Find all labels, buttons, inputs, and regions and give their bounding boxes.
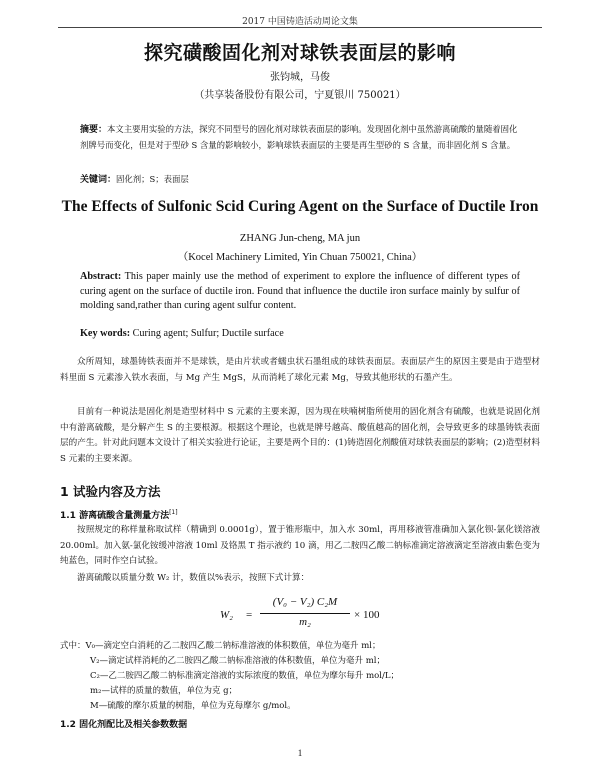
formula-multiplier: × 100 <box>354 609 380 621</box>
english-abstract-text: This paper mainly use the method of experiment to explore the influence of different types of curing agent on the surface of ductile iron. Found that influence the ductile iron surface mainly by sulfur of molding sand,rather than curing agent sulfur content. <box>80 271 520 311</box>
formula-intro-paragraph: 游离硫酸以质量分数 W₂ 计，数值以%表示，按照下式计算： <box>77 573 310 583</box>
chinese-keywords <box>80 172 520 187</box>
section-heading-1: 1 试验内容及方法 <box>60 484 161 499</box>
chinese-keywords-label: 关键词： <box>80 175 117 185</box>
english-abstract-label: Abstract: <box>80 271 122 282</box>
intro-paragraph-2: 目前有一种说法是固化剂是造型材料中 S 元素的主要来源，因为现在呋喃树脂所使用的固化剂含有硫酸，也就是说固化剂中有游离硫酸，是分解产生 S 的主要根源。根据这个理论，也就是牌号越高、酸值越高的固化剂，会导致更多的球墨铸铁表面层的产生。针对此问题本文设计了相关实验进行论证，主要是两个目的：(1)铸造固化剂酸值对球铁表面层的影响；(2)造型材料 S 元素的主要来源。 <box>60 407 540 464</box>
formula-numerator: (V₀ − V₂) C₂M <box>272 596 338 608</box>
chinese-title: 探究磺酸固化剂对球铁表面层的影响 <box>143 42 456 64</box>
citation-ref: [1] <box>169 509 178 516</box>
definition-row: m₂—试样的质量的数值，单位为克 g； <box>90 686 238 696</box>
english-keywords-label: Key words: <box>80 328 131 339</box>
formula <box>220 596 380 636</box>
subsection-heading-1-2: 1.2 固化剂配比及相关参数数据 <box>60 720 188 730</box>
header-rule <box>58 27 542 28</box>
definition-row: 式中：V₀—滴定空白消耗的乙二胺四乙酸二钠标准溶液的体积数值，单位为毫升 ml； <box>60 641 381 651</box>
running-head: 2017 中国铸造活动周论文集 <box>242 17 358 27</box>
english-abstract <box>80 270 520 314</box>
chinese-authors: 张钧城，马俊 <box>270 72 330 83</box>
english-title: The Effects of Sulfonic Scid Curing Agent on the Surface of Ductile Iron <box>61 198 539 215</box>
chinese-abstract-label: 摘要： <box>80 125 108 135</box>
formula-equals: = <box>246 609 253 621</box>
subsection-1-1-title: 1.1 游离硫酸含量测量方法 <box>60 511 170 521</box>
chinese-affiliation: （共享装备股份有限公司，宁夏银川 750021） <box>194 90 406 101</box>
variable-definitions <box>60 639 540 714</box>
page-number: 1 <box>297 748 303 758</box>
formula-denominator: m₂ <box>299 616 311 628</box>
intro-paragraph-1: 众所周知，球墨铸铁表面并不是球铁，是由片状或者蠕虫状石墨组成的球铁表面层。表面层产生的原因主要是由于造型材料里面 S 元素渗入铁水表面，与 Mg 产生 MgS，从而消耗了球化元素 Mg，导致其他形状的石墨产生。 <box>60 357 540 383</box>
subsection-heading-1-1 <box>60 508 178 521</box>
english-keywords-text: Curing agent; Sulfur; Ductile surface <box>130 328 284 339</box>
chinese-keywords-text: 固化剂；S；表面层 <box>116 174 189 184</box>
chinese-abstract <box>80 122 520 153</box>
formula-lhs: W₂ <box>220 609 233 621</box>
english-affiliation: （Kocel Machinery Limited, Yin Chuan 750021, China） <box>177 252 423 263</box>
chinese-abstract-text: 本文主要用实验的方法，探究不同型号的固化剂对球铁表面层的影响。发现固化剂中虽然游离硫酸的量随着固化剂牌号而变化，但是对于型砂 S 含量的影响较小，影响球铁表面层的主要是再生型砂的 S 含量，而非固化剂 S 含量。 <box>80 124 518 150</box>
definition-row: M—硫酸的摩尔质量的树脂，单位为克每摩尔 g/mol。 <box>90 701 296 711</box>
definition-row: V₂—滴定试样消耗的乙二胺四乙酸二钠标准溶液的体积数值，单位为毫升 ml； <box>90 656 386 666</box>
definition-row: C₂—乙二胺四乙酸二钠标准滴定溶液的实际浓度的数值，单位为摩尔每升 mol/L； <box>90 671 400 681</box>
method-paragraph: 按照规定的称样量称取试样（精确到 0.0001g），置于锥形瓶中，加入水 30ml，再用移液管准确加入氯化钡-氯化镁溶液 20.00ml。加入氨-氯化铵缓冲溶液 10ml 及铬黑 T 指示液约 10 滴，用乙二胺四乙酸二钠标准滴定溶液滴定至溶液由紫色变为纯蓝色，同时作空白试验。 <box>60 525 541 566</box>
fraction-bar <box>260 613 350 614</box>
english-authors: ZHANG Jun-cheng, MA jun <box>239 233 361 244</box>
english-keywords <box>80 328 520 339</box>
